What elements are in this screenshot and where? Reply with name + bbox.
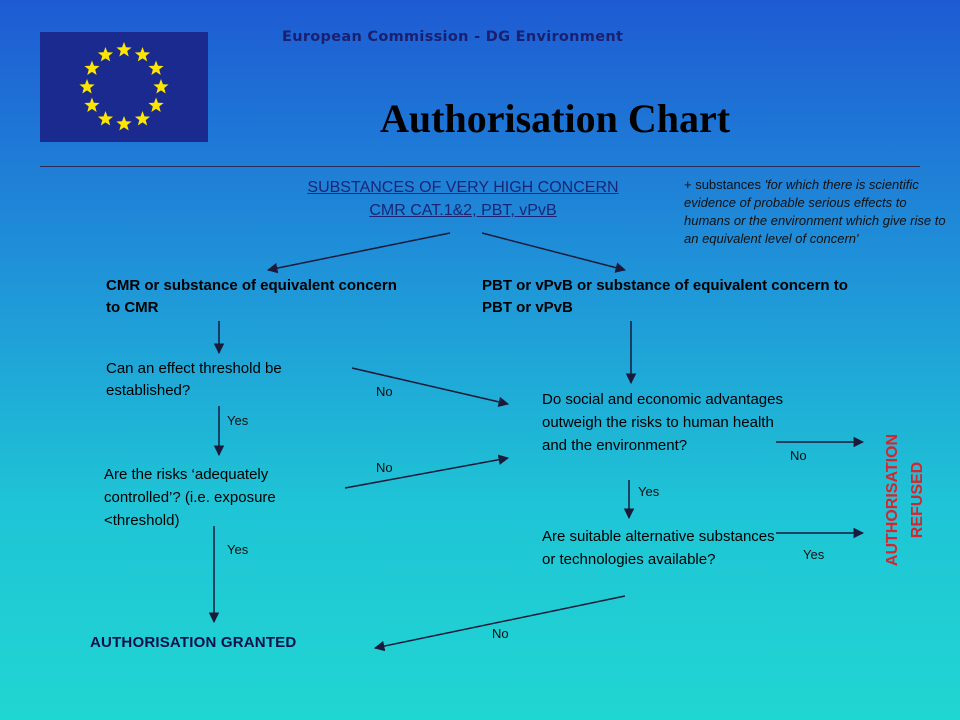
note-prefix: + substances <box>684 177 765 192</box>
arrow-threshold-no <box>352 368 508 404</box>
socioeconomic-question: Do social and economic advantages outweigh the risks to human health and the environment? <box>542 391 783 454</box>
threshold-yes-label: Yes <box>227 413 249 428</box>
threshold-question: Can an effect threshold be established? <box>106 360 282 399</box>
socio-yes-label: Yes <box>638 484 660 499</box>
cmr-branch-node: CMR or substance of equivalent concern to CMR <box>106 277 397 316</box>
alternatives-question: Are suitable alternative substances or technologies available? <box>542 528 775 568</box>
authorisation-refused-label: AUTHORISATION REFUSED <box>884 433 926 567</box>
pbt-branch-node: PBT or vPvB or substance of equivalent concern to PBT or vPvB <box>482 277 848 316</box>
svhc-line-2: CMR CAT.1&2, PBT, vPvB <box>369 202 557 219</box>
arrow-alt-no <box>375 596 625 648</box>
arrow-svhc-to-cmr <box>268 233 450 270</box>
page-title: Authorisation Chart <box>380 96 731 141</box>
arrow-svhc-to-pbt <box>482 233 625 270</box>
arrow-controlled-no <box>345 458 508 488</box>
svhc-line-1: SUBSTANCES OF VERY HIGH CONCERN <box>307 179 619 196</box>
socio-no-label: No <box>790 448 807 463</box>
controlled-yes-label: Yes <box>227 542 249 557</box>
controlled-no-label: No <box>376 460 393 475</box>
authorisation-granted-node: AUTHORISATION GRANTED <box>90 634 297 651</box>
controlled-question: Are the risks ‘adequately controlled’? (i.e. exposure <threshold) <box>104 466 276 529</box>
threshold-no-label: No <box>376 384 393 399</box>
organization-header: European Commission - DG Environment <box>282 29 624 45</box>
note-quote: 'for which there is scientific evidence of probable serious effects to humans or the environment which give rise to an equivalent level of concern' <box>684 177 946 246</box>
alt-yes-label: Yes <box>803 547 825 562</box>
alt-no-label: No <box>492 626 509 641</box>
